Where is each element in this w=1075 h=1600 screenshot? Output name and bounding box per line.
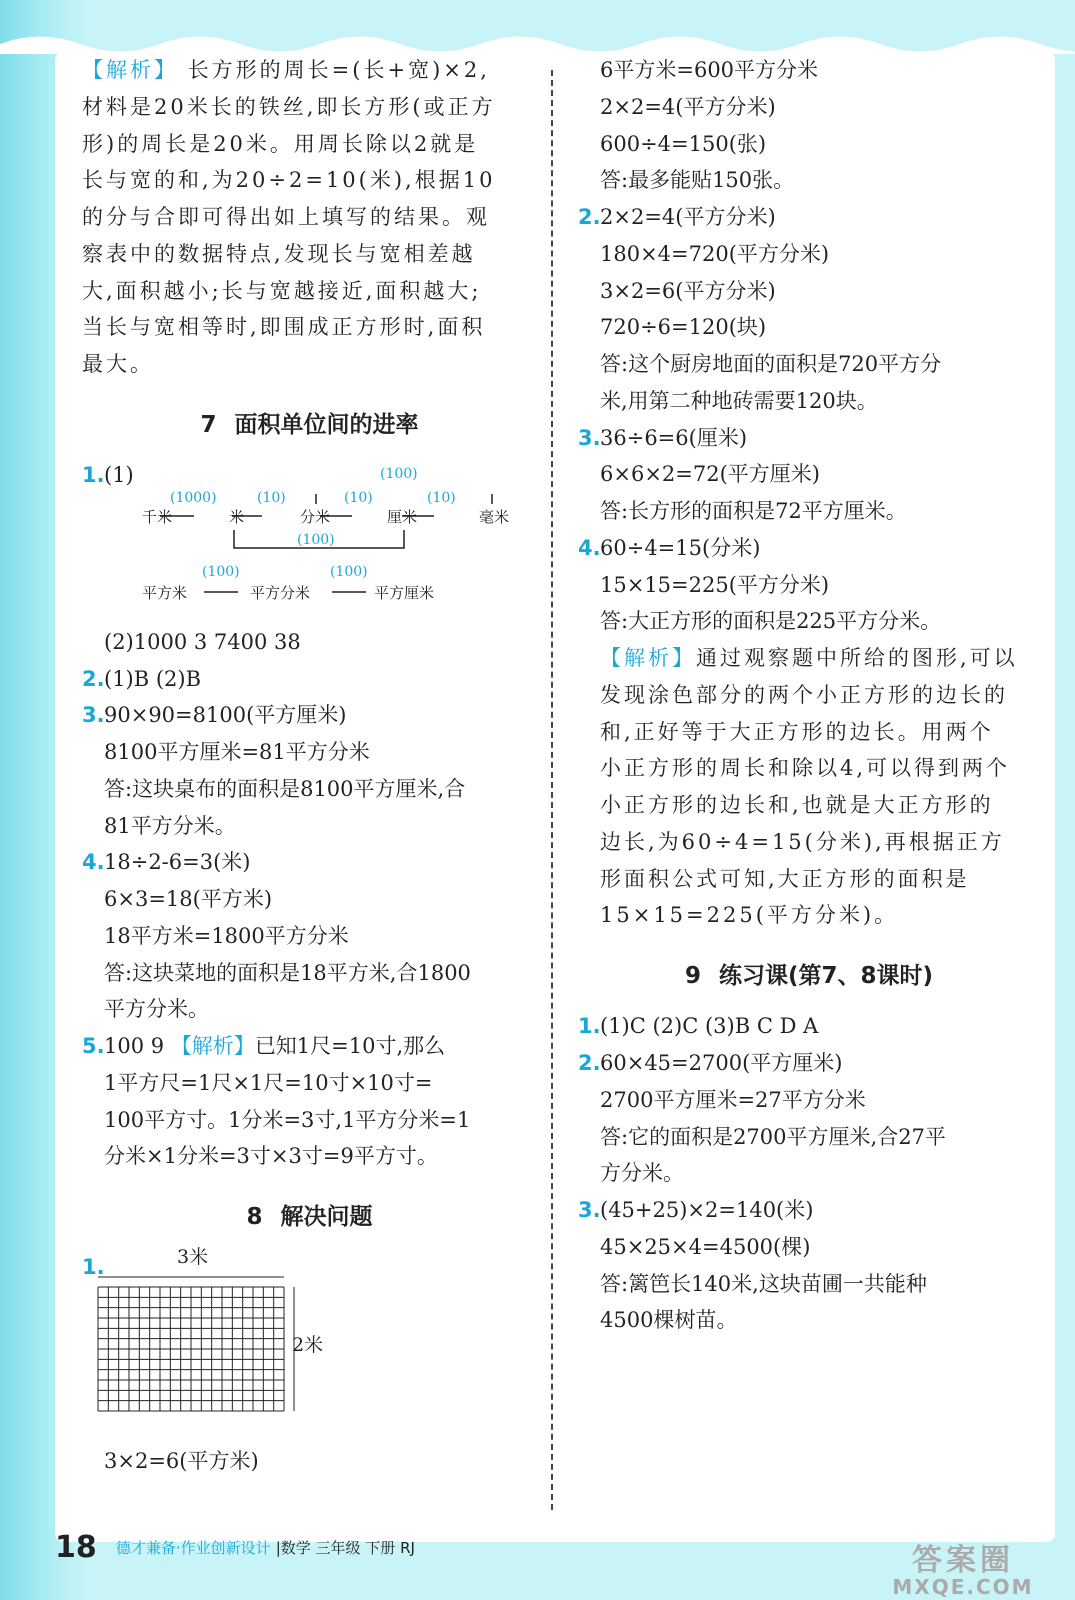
answer-text: 8100平方厘米=81平方分米 [104, 740, 370, 764]
analysis-line: 大,面积越小;长与宽越接近,面积越大; [82, 278, 482, 303]
grid-figure [82, 1246, 537, 1469]
analysis-line: 小正方形的边长和,也就是大正方形的 [600, 793, 994, 817]
section-title: 练习课(第7、8课时) [718, 963, 934, 989]
question-number: 3. [578, 425, 601, 450]
answer-text: 45×25×4=4500(棵) [600, 1234, 811, 1259]
question-number: 5. [82, 1034, 105, 1058]
analysis-line: 的分与合即可得出如上填写的结果。观 [82, 205, 490, 229]
unit-label: 平方米 [142, 583, 188, 602]
book-info: |数学 三年级 下册 RJ [275, 1539, 415, 1557]
question-number: 1. [82, 1255, 105, 1280]
analysis-line: 察表中的数据特点,发现长与宽相差越 [82, 241, 476, 266]
answer-text: 答:最多能贴150张。 [600, 168, 795, 193]
answer-text: 答:篱笆长140米,这块苗圃一共能种 [600, 1271, 927, 1296]
answer-text: 90×90=8100(平方厘米) [104, 703, 347, 728]
rate-label: (100) [297, 531, 335, 548]
analysis-line: 15×15=225(平方分米)。 [600, 903, 899, 928]
analysis-line: 形面积公式可知,大正方形的面积是 [600, 866, 970, 891]
top-wave-border [0, 24, 1075, 54]
analysis-line: 已知1尺=10寸,那么 [254, 1034, 446, 1058]
grid-height-label: 2米 [292, 1334, 324, 1357]
analysis-line: 分米×1分米=3寸×3寸=9平方寸。 [104, 1144, 438, 1169]
unit-conversion-diagram [82, 465, 537, 654]
analysis-tag: 【解析】 [82, 58, 178, 82]
section-number: 8 [246, 1204, 263, 1230]
answer-text: 米,用第二种地砖需要120块。 [600, 388, 878, 413]
answer-text: 答:这块桌布的面积是8100平方厘米,合 [104, 776, 466, 801]
answer-text: 答:它的面积是2700平方厘米,合27平 [600, 1124, 946, 1149]
analysis-line: 1平方尺=1尺×1尺=10寸×10寸= [104, 1070, 433, 1095]
watermark-logo [873, 1535, 1053, 1599]
section-title: 解决问题 [280, 1204, 373, 1230]
unit-label: 分米 [300, 507, 331, 526]
answer-text: 平方分米。 [104, 997, 209, 1022]
question-number: 1. [82, 463, 105, 487]
square-grid [96, 1271, 316, 1421]
question-number: 4. [82, 850, 105, 875]
unit-label: 千米 [142, 507, 173, 526]
watermark-bottom: MXQE.COM [892, 1575, 1034, 1599]
answer-text: 2700平方厘米=27平方分米 [600, 1087, 866, 1112]
answer-text: (1)B (2)B [104, 666, 202, 691]
analysis-tag: 【解析】 [170, 1034, 255, 1058]
answer-text: 15×15=225(平方分米) [600, 572, 830, 597]
analysis-line: 当长与宽相等时,即围成正方形时,面积 [82, 315, 486, 340]
section-8-heading [82, 1197, 537, 1237]
answer-text: 答:这块菜地的面积是18平方米,合1800 [104, 960, 471, 985]
answer-text: 3×2=6(平方米) [104, 1449, 259, 1474]
analysis-line: 通过观察题中所给的图形,可以 [696, 646, 1018, 670]
analysis-line: 和,正好等于大正方形的边长。用两个 [600, 719, 994, 744]
question-number: 1. [578, 1014, 601, 1039]
answer-text: 6×3=18(平方米) [104, 887, 273, 911]
answer-text: 答:这个厨房地面的面积是720平方分 [600, 352, 942, 376]
section-title: 面积单位间的进率 [234, 411, 419, 438]
answer-text: 答:大正方形的面积是225平方分米。 [600, 609, 942, 634]
left-column [82, 52, 537, 1480]
answer-text: 60÷4=15(分米) [600, 535, 761, 560]
analysis-line: 发现涂色部分的两个小正方形的边长的 [600, 682, 1008, 707]
answer-text: 180×4=720(平方分米) [600, 241, 830, 266]
section-number: 9 [684, 963, 701, 989]
question-number: 3. [82, 703, 105, 728]
answer-text: (1) [104, 463, 134, 487]
rate-label: (100) [380, 465, 418, 482]
unit-label: 平方厘米 [374, 583, 435, 602]
section-9-heading [578, 956, 1040, 996]
analysis-line: 形)的周长是20米。用周长除以2就是 [82, 131, 479, 156]
question-number: 4. [578, 535, 601, 560]
rate-label: (100) [330, 563, 368, 580]
answer-text: 2×2=4(平方分米) [600, 94, 776, 119]
question-number: 2. [82, 666, 105, 691]
analysis-line: 小正方形的周长和除以4,可以得到两个 [600, 756, 1011, 781]
rate-label: (10) [257, 489, 286, 506]
section-7-heading [82, 405, 537, 445]
right-column [578, 52, 1040, 1339]
answer-text: 6平方米=600平方分米 [600, 58, 819, 82]
analysis-line: 材料是20米长的铁丝,即长方形(或正方 [82, 94, 496, 119]
answer-text: 3×2=6(平方分米) [600, 278, 776, 303]
page-number: 18 [55, 1530, 97, 1565]
intro-analysis [82, 52, 537, 383]
answer-text: (1)C (2)C (3)B C D A [600, 1014, 819, 1039]
rate-label: (10) [427, 489, 456, 506]
question-number: 3. [578, 1198, 601, 1222]
rate-label: (1000) [170, 489, 217, 506]
rate-label: (10) [344, 489, 373, 506]
analysis-line: 长方形的周长=(长+宽)×2, [187, 58, 490, 82]
answer-text: 18÷2-6=3(米) [104, 850, 251, 875]
unit-label: 毫米 [479, 507, 510, 526]
analysis-line: 长与宽的和,为20÷2=10(米),根据10 [82, 168, 496, 193]
answer-text: 600÷4=150(张) [600, 131, 767, 156]
answer-text: 36÷6=6(厘米) [600, 425, 748, 450]
analysis-line: 100平方寸。1分米=3寸,1平方分米=1 [104, 1107, 471, 1132]
analysis-line: 边长,为60÷4=15(分米),再根据正方 [600, 829, 1005, 854]
answer-text: 720÷6=120(块) [600, 315, 767, 340]
section-number: 7 [200, 411, 217, 438]
answer-text: 18平方米=1800平方分米 [104, 923, 349, 948]
page-footer [55, 1530, 415, 1570]
answer-text: 60×45=2700(平方厘米) [600, 1051, 843, 1075]
answer-text: 4500棵树苗。 [600, 1308, 738, 1333]
watermark-top: 答案圈 [912, 1543, 1014, 1578]
analysis-tag: 【解析】 [600, 646, 696, 670]
answer-text: (2)1000 3 7400 38 [104, 629, 301, 654]
analysis-line: 最大。 [82, 352, 154, 376]
book-brand: 德才兼备·作业创新设计 [115, 1539, 271, 1557]
grid-width-label: 3米 [177, 1246, 209, 1269]
question-number: 2. [578, 205, 601, 229]
answer-text: 81平方分米。 [104, 813, 236, 838]
unit-label: 厘米 [387, 507, 418, 526]
answer-text: (45+25)×2=140(米) [600, 1198, 814, 1222]
answer-text: 方分米。 [600, 1161, 684, 1186]
answer-text: 答:长方形的面积是72平方厘米。 [600, 499, 907, 523]
q4-analysis [578, 640, 1040, 934]
unit-label: 平方分米 [250, 583, 311, 602]
rate-label: (100) [202, 563, 240, 580]
unit-label: 米 [229, 507, 245, 526]
answer-text: 6×6×2=72(平方厘米) [600, 462, 820, 487]
column-divider [551, 70, 553, 1510]
question-number: 2. [578, 1051, 601, 1075]
answer-text: 2×2=4(平方分米) [600, 205, 776, 229]
answer-text: 100 9 [104, 1034, 165, 1058]
